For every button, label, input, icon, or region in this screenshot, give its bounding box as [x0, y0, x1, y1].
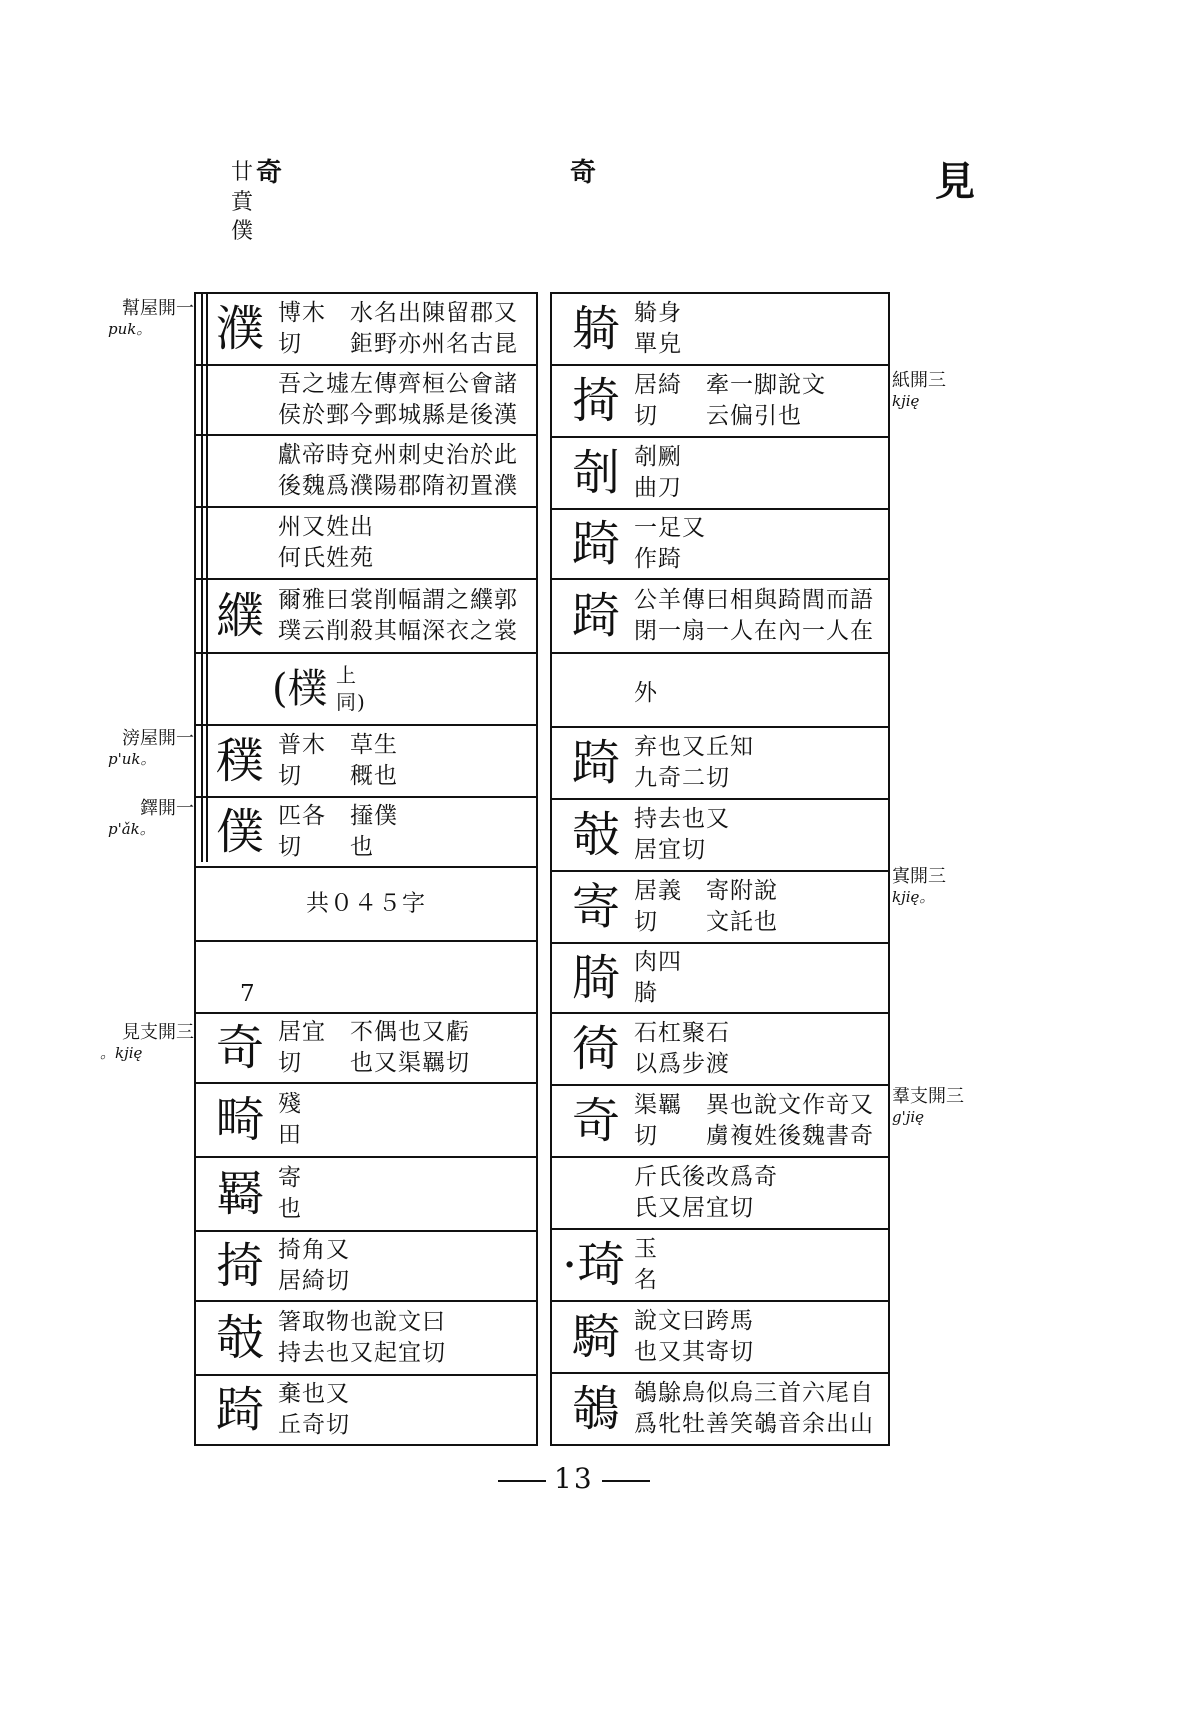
- gloss-line: 斤氏後改爲奇: [634, 1163, 778, 1190]
- left-margin-label-1: 幫屋開一: [122, 298, 194, 319]
- gloss-line: 持去也又: [634, 805, 730, 832]
- entry-row: [552, 366, 888, 438]
- left-margin-roman-1: puk。: [108, 319, 152, 338]
- gloss-line: 爲牝牡善笑鵸音余出山: [634, 1411, 874, 1437]
- header-stack-2: 賁: [230, 189, 253, 215]
- entry-gloss: [634, 804, 730, 866]
- entry-row: [552, 438, 888, 510]
- entry-row: [196, 1232, 536, 1302]
- entry-head-char: 踦: [216, 1382, 265, 1438]
- right-margin-note-1: [892, 370, 972, 410]
- gloss-line: 切 也又渠羈切: [278, 1050, 470, 1076]
- entry-head-char: 騎: [572, 1309, 621, 1365]
- gloss-line: 切 穊也: [278, 763, 398, 789]
- gloss-line: 州又姓出: [278, 513, 374, 540]
- gloss-line: 以爲步渡: [634, 1051, 730, 1077]
- header-center-char: 奇: [570, 158, 597, 188]
- entry-gloss: [634, 1018, 730, 1080]
- gloss-line: 爾雅曰裳削幅謂之纀郭: [278, 586, 518, 613]
- gloss-line: 箸取物也說文曰: [278, 1308, 446, 1335]
- gloss-line: 剞劂: [634, 443, 682, 470]
- gloss-line: 弃也又丘知: [634, 733, 754, 760]
- gloss-line: 寄: [278, 1164, 302, 1191]
- right-margin-label-3: 羣支開三: [892, 1086, 964, 1107]
- left-margin-roman-2: p'uk。: [108, 749, 156, 768]
- left-margin-note-1: [108, 298, 194, 338]
- right-margin-note-3: [892, 1086, 972, 1126]
- entry-head-char: 濮: [216, 301, 265, 357]
- entry-row: [196, 726, 536, 798]
- entry-head-char: 踦: [572, 516, 621, 572]
- entry-row: [552, 872, 888, 944]
- entry-row: [196, 1084, 536, 1158]
- entry-head-char: 纀: [216, 588, 265, 644]
- entry-head-char: (樸: [272, 666, 328, 712]
- entry-row: [196, 508, 536, 580]
- gloss-line: 棄也又: [278, 1380, 350, 1407]
- section-number: [240, 979, 256, 1010]
- entry-row: [196, 436, 536, 508]
- entry-row: [196, 868, 536, 942]
- entry-gloss: [278, 801, 398, 863]
- entry-row: [196, 798, 536, 868]
- entry-gloss: [634, 876, 778, 938]
- entry-gloss: [278, 512, 374, 574]
- gloss-line: 居宜切: [634, 837, 706, 863]
- gloss-line: 九奇二切: [634, 765, 730, 791]
- right-margin-label-2: 寘開三: [892, 866, 946, 887]
- gloss-line: 切 文託也: [634, 909, 778, 935]
- entry-head-char: 寄: [572, 879, 621, 935]
- gloss-line: 後魏爲濮陽郡隋初置濮: [278, 473, 518, 499]
- entry-row: [552, 800, 888, 872]
- gloss-line: 閉一扇一人在內一人在: [634, 618, 874, 644]
- gloss-line: 璞云削殺其幅深衣之裳: [278, 618, 518, 644]
- gloss-line: 也又其寄切: [634, 1339, 754, 1365]
- entry-gloss: [634, 678, 658, 709]
- gloss-line: 鵸鵌鳥似烏三首六尾自: [634, 1379, 874, 1406]
- gloss-line: 公羊傳曰相與踦閭而語: [634, 586, 874, 613]
- gloss-line: 說文曰跨馬: [634, 1307, 754, 1334]
- gloss-line: 名: [634, 1267, 658, 1293]
- entry-head-char: 䐀: [572, 950, 621, 1006]
- gloss-line: 切 云偏引也: [634, 403, 802, 429]
- entry-gloss: [278, 440, 518, 502]
- entry-row: [552, 510, 888, 580]
- header-char-left: 奇: [256, 158, 283, 188]
- gloss-line: 何氏姓苑: [278, 545, 374, 571]
- left-margin-note-2: [108, 728, 194, 768]
- entry-gloss: [278, 1379, 350, 1441]
- entry-row: [552, 1014, 888, 1086]
- entry-row: [552, 294, 888, 366]
- entry-head-char: 攲: [216, 1310, 265, 1366]
- gloss-line: 侯於鄄今鄄城縣是後漢: [278, 402, 518, 428]
- total-count: [306, 888, 426, 919]
- entry-row: [196, 942, 536, 1014]
- entry-row: [196, 1158, 536, 1232]
- left-margin-label-3: 鐸開一: [140, 798, 194, 819]
- gloss-line: 普木 草生: [278, 731, 398, 758]
- gloss-line: 䐀: [634, 980, 658, 1006]
- entry-head-char: 徛: [572, 1021, 621, 1077]
- entry-gloss: [278, 1163, 302, 1225]
- entry-gloss: [336, 662, 366, 716]
- entry-row: [552, 1230, 888, 1302]
- gloss-line: 掎角又: [278, 1236, 350, 1263]
- gloss-line: 博木 水名出陳留郡又: [278, 299, 518, 326]
- right-margin-roman-3: g'jię: [892, 1107, 925, 1126]
- entry-gloss: [634, 513, 706, 575]
- page-number-text: 13: [554, 1462, 594, 1495]
- gloss-line: 匹各 𢶍僕: [278, 802, 398, 829]
- gloss-line: 7: [240, 980, 256, 1007]
- gloss-line: 上: [336, 663, 357, 687]
- gloss-line: 曲刀: [634, 475, 682, 501]
- entry-gloss: [278, 1307, 446, 1369]
- entry-row: [196, 1376, 536, 1444]
- gloss-line: 躸身: [634, 299, 682, 326]
- left-margin-roman-3: p'ǎk。: [108, 819, 155, 838]
- entry-gloss: [278, 730, 398, 792]
- entry-head-char: 僕: [216, 804, 265, 860]
- entry-row: [552, 1302, 888, 1374]
- entry-row: [196, 1302, 536, 1376]
- entry-head-char: ·琦: [562, 1237, 626, 1293]
- left-entry-column: [194, 292, 538, 1446]
- entry-gloss: [634, 1234, 658, 1296]
- entry-gloss: [634, 585, 874, 647]
- entry-head-char: 鵸: [572, 1381, 621, 1437]
- left-margin-label-4: 見支開三: [122, 1022, 194, 1043]
- gloss-line: 持去也又起宜切: [278, 1340, 446, 1366]
- right-margin-roman-2: kjię。: [892, 887, 935, 906]
- footer-rule-left: [498, 1480, 546, 1482]
- gloss-line: 外: [634, 680, 658, 706]
- entry-row: [552, 1374, 888, 1444]
- entry-row: [196, 654, 536, 726]
- gloss-line: 單皃: [634, 331, 682, 357]
- header-stack-1: 廿: [230, 160, 253, 185]
- entry-head-char: 踦: [572, 588, 621, 644]
- gloss-line: 居宜 不偶也又虧: [278, 1018, 470, 1045]
- gloss-line: 也: [278, 1196, 302, 1222]
- footer-rule-right: [602, 1480, 650, 1482]
- gloss-line: 渠羈 異也說文作竒又: [634, 1091, 874, 1118]
- gloss-line: 居義 寄附說: [634, 877, 778, 904]
- header-right-char: 見: [935, 158, 975, 205]
- gloss-line: 獻帝時兗州刺史治於此: [278, 441, 518, 468]
- entry-row: [552, 1158, 888, 1230]
- gloss-line: 居綺切: [278, 1268, 350, 1294]
- entry-row: [552, 580, 888, 654]
- entry-head-char: 畸: [216, 1092, 265, 1148]
- right-margin-note-2: [892, 866, 972, 906]
- gloss-line: 石杠聚石: [634, 1019, 730, 1046]
- entry-gloss: [634, 1378, 874, 1440]
- gloss-line: 切 也: [278, 834, 374, 860]
- gloss-line: 共０４５字: [306, 890, 426, 917]
- gloss-line: 殘: [278, 1090, 302, 1117]
- entry-gloss: [634, 1090, 874, 1152]
- gloss-line: 丘奇切: [278, 1412, 350, 1438]
- entry-row: [196, 366, 536, 436]
- entry-row: [196, 580, 536, 654]
- entry-gloss: [278, 1089, 302, 1151]
- right-margin-label-1: 紙開三: [892, 370, 946, 391]
- entry-head-char: 掎: [572, 373, 621, 429]
- gloss-line: 氏又居宜切: [634, 1195, 754, 1221]
- entry-gloss: [634, 370, 826, 432]
- right-entry-column: [550, 292, 890, 1446]
- entry-head-char: 踦: [572, 735, 621, 791]
- gloss-line: 同): [336, 690, 366, 714]
- entry-gloss: [634, 947, 682, 1009]
- gloss-line: 作踦: [634, 546, 682, 572]
- gloss-line: 肉四: [634, 948, 682, 975]
- entry-row: [552, 654, 888, 728]
- left-margin-note-4: [100, 1022, 194, 1062]
- entry-row: [552, 944, 888, 1014]
- gloss-line: 吾之墟左傳齊桓公會諸: [278, 370, 518, 397]
- entry-head-char: 奇: [216, 1020, 265, 1076]
- entry-gloss: [278, 585, 518, 647]
- entry-gloss: [634, 442, 682, 504]
- entry-gloss: [278, 298, 518, 360]
- gloss-line: 玉: [634, 1235, 658, 1262]
- left-margin-note-3: [108, 798, 194, 838]
- entry-head-char: 掎: [216, 1238, 265, 1294]
- right-margin-roman-1: kjię: [892, 391, 920, 410]
- gloss-line: 田: [278, 1122, 302, 1148]
- header-left-stack: [228, 158, 256, 247]
- entry-gloss: [278, 1235, 350, 1297]
- page-number: [490, 1462, 658, 1495]
- entry-head-char: 奇: [572, 1093, 621, 1149]
- header-stack-3: 僕: [230, 219, 253, 245]
- gloss-line: 居綺 牽一脚說文: [634, 371, 826, 398]
- entry-gloss: [634, 1162, 778, 1224]
- entry-head-char: 羇: [216, 1166, 265, 1222]
- entry-gloss: [634, 1306, 754, 1368]
- entry-head-char: 剞: [572, 445, 621, 501]
- left-margin-label-2: 滂屋開一: [122, 728, 194, 749]
- gloss-line: 切 虜複姓後魏書奇: [634, 1123, 874, 1149]
- entry-head-char: 躸: [572, 301, 621, 357]
- left-margin-roman-4: 。kjię: [100, 1043, 143, 1062]
- entry-head-char: 攲: [572, 807, 621, 863]
- entry-gloss: [278, 369, 518, 431]
- entry-gloss: [278, 1017, 470, 1079]
- entry-head-char: 穙: [216, 733, 265, 789]
- gloss-line: 一足又: [634, 514, 706, 541]
- gloss-line: 切 鉅野亦州名古昆: [278, 331, 518, 357]
- entry-row: [552, 728, 888, 800]
- entry-row: [552, 1086, 888, 1158]
- entry-gloss: [634, 732, 754, 794]
- entry-gloss: [634, 298, 682, 360]
- entry-row: [196, 1014, 536, 1084]
- entry-row: [196, 294, 536, 366]
